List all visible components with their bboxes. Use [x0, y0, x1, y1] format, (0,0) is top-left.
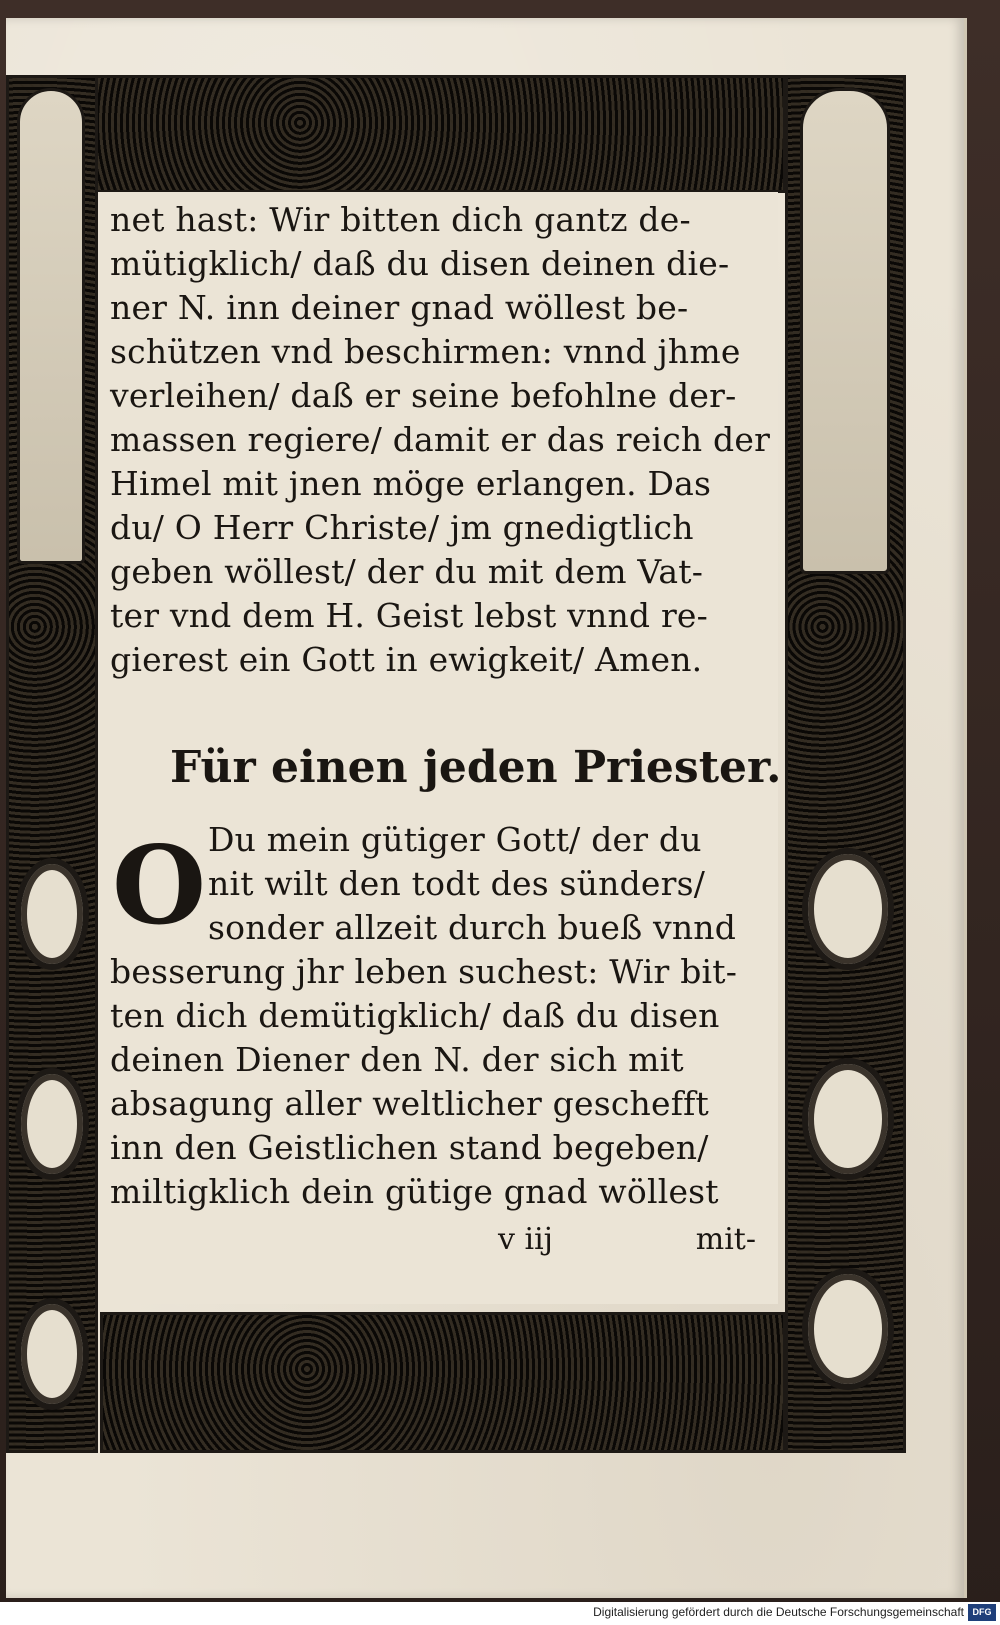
- catchword: mit-: [695, 1222, 756, 1257]
- woodcut-border-top: [90, 75, 786, 193]
- text-line: ter vnd dem H. Geist lebst vnnd re-: [110, 596, 709, 635]
- text-line: schützen vnd beschirmen: vnnd jhme: [110, 332, 741, 371]
- text-line: absagung aller weltlicher geschefft: [110, 1084, 710, 1123]
- text-line: besserung jhr leben suchest: Wir bit-: [110, 952, 738, 991]
- signature-mark: v iij: [498, 1222, 553, 1257]
- dfg-logo: DFG: [968, 1604, 996, 1621]
- saint-figure-right: [800, 88, 890, 574]
- funding-credit: Digitalisierung gefördert durch die Deutsche Forschungsgemeinschaft: [593, 1605, 964, 1619]
- credit-bar: [0, 1602, 1000, 1625]
- text-line: mütigklich/ daß du disen deinen die-: [110, 244, 730, 283]
- text-line: Du mein gütiger Gott/ der du: [208, 820, 702, 859]
- rosette-ornament: [15, 858, 89, 970]
- text-line: verleihen/ daß er seine befohlne der-: [110, 376, 737, 415]
- woodcut-border-right: [785, 75, 906, 1453]
- text-line: ner N. inn deiner gnad wöllest be-: [110, 288, 689, 327]
- text-line: du/ O Herr Christe/ jm gnedigtlich: [110, 508, 694, 547]
- text-line: net hast: Wir bitten dich gantz de-: [110, 200, 691, 239]
- rosette-ornament: [802, 1268, 894, 1390]
- woodcut-border-left: [6, 75, 98, 1453]
- text-block: [98, 192, 782, 1304]
- rosette-ornament: [15, 1298, 89, 1410]
- section-heading: Für einen jeden Priester.: [170, 742, 782, 793]
- text-line: geben wöllest/ der du mit dem Vat-: [110, 552, 704, 591]
- text-line: ten dich demütigklich/ daß du disen: [110, 996, 720, 1035]
- text-line: sonder allzeit durch bueß vnnd: [208, 908, 737, 947]
- woodcut-border-bottom: [100, 1312, 786, 1453]
- rosette-ornament: [802, 848, 894, 970]
- drop-initial: O: [112, 823, 207, 949]
- rosette-ornament: [802, 1058, 894, 1180]
- text-line: massen regiere/ damit er das reich der: [110, 420, 771, 459]
- text-line: Himel mit jnen möge erlangen. Das: [110, 464, 712, 503]
- rosette-ornament: [15, 1068, 89, 1180]
- text-line: inn den Geistlichen stand begeben/: [110, 1128, 709, 1167]
- text-line: gierest ein Gott in ewigkeit/ Amen.: [110, 640, 703, 679]
- text-line: deinen Diener den N. der sich mit: [110, 1040, 684, 1079]
- text-line: miltigklich dein gütige gnad wöllest: [110, 1172, 719, 1211]
- saint-figure-left: [17, 88, 85, 564]
- text-line: nit wilt den todt des sünders/: [208, 864, 706, 903]
